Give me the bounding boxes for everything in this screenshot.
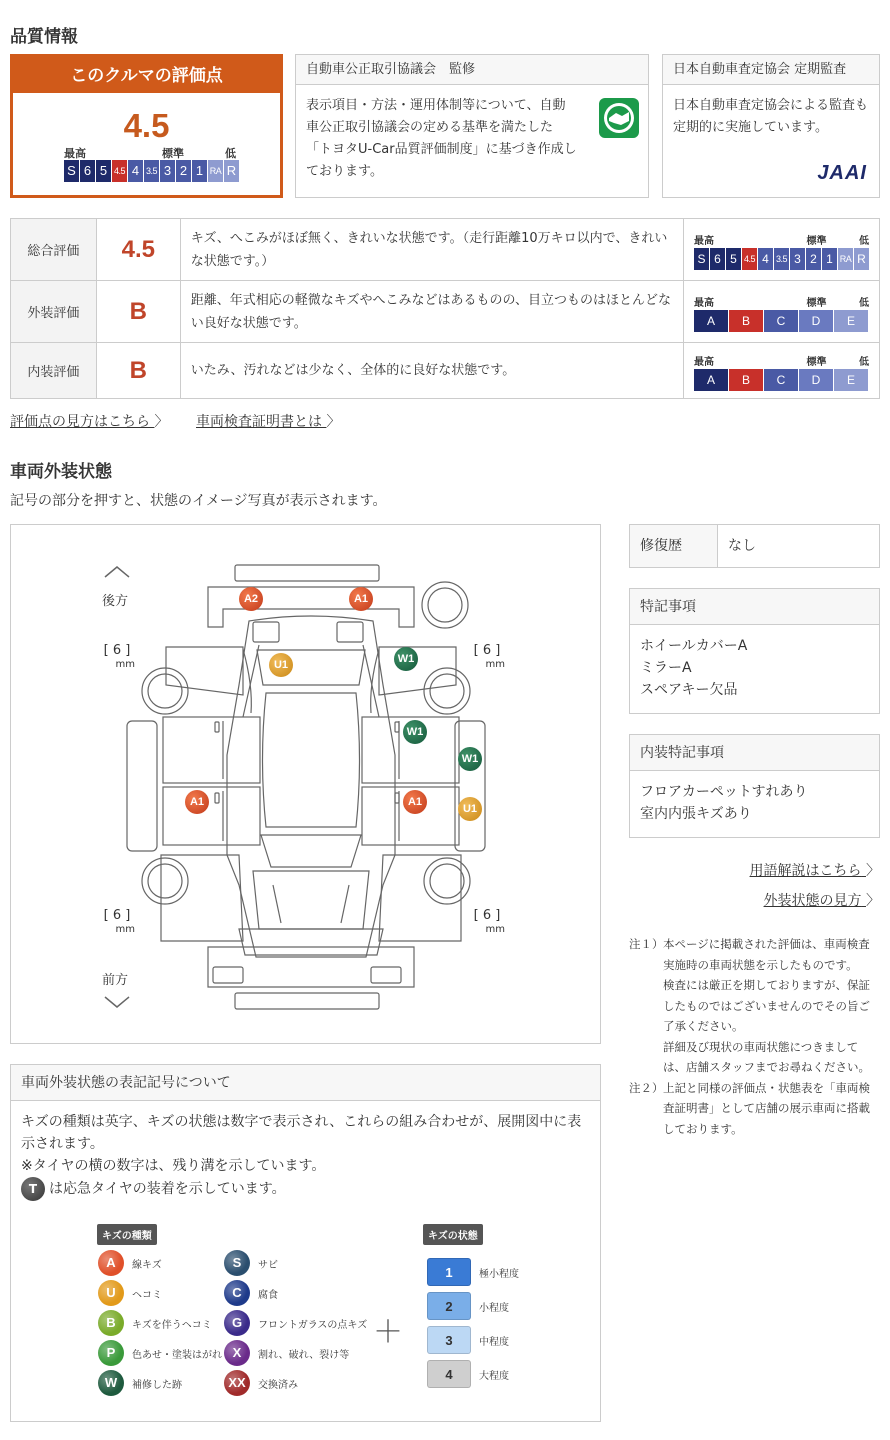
scale-cell: E <box>834 310 868 332</box>
footnotes <box>629 934 880 1139</box>
eval-description: キズ、へこみがほぼ無く、きれいな状態です。（走行距離10万キロ以内で、きれいな状態です。） <box>180 219 683 281</box>
legend-type-item <box>98 1280 162 1306</box>
damage-type-label: 交換済み <box>258 1379 298 1391</box>
scale-cell: A <box>694 369 728 391</box>
legend-level-item <box>427 1326 509 1354</box>
supervisor-header: 自動車公正取引協議会 監修 <box>296 55 648 85</box>
scale-cell: 5 <box>726 248 741 270</box>
damage-type-label: サビ <box>258 1259 278 1271</box>
footnote: 詳細及び現状の車両状態につきましては、店舗スタッフまでお尋ねください。 <box>663 1039 870 1074</box>
scale-cell: 6 <box>710 248 725 270</box>
scale-cell: D <box>799 369 833 391</box>
damage-badge[interactable]: W1 <box>394 647 418 671</box>
damage-level-box: 1 <box>427 1258 471 1286</box>
repair-history <box>629 524 880 568</box>
damage-badge[interactable]: A1 <box>349 587 373 611</box>
scale-cell: C <box>764 310 798 332</box>
rating-card-title: このクルマの評価点 <box>70 66 223 86</box>
rating-card <box>10 54 283 198</box>
legend-text <box>11 1101 600 1201</box>
list-item: スペアキー欠品 <box>640 682 738 698</box>
scale-cell: RA <box>208 160 223 182</box>
eval-scale-bar <box>684 310 879 332</box>
chevron-right-icon: 〉 <box>866 893 880 909</box>
damage-badge[interactable]: A1 <box>185 790 209 814</box>
tire-depth-front-left: [ 6 ] mm <box>103 908 135 935</box>
scale-cell: B <box>729 310 763 332</box>
damage-type-label: 割れ、破れ、裂け等 <box>258 1349 350 1361</box>
scale-cell: 6 <box>80 160 95 182</box>
glossary-link[interactable] <box>750 860 880 880</box>
damage-type-label: フロントガラスの点キズ <box>258 1319 368 1331</box>
footnote: 検査には厳正を期しておりますが、保証したものではございませんのでその旨ご了承ください。 <box>663 978 870 1033</box>
eval-scale <box>683 343 879 399</box>
legend-type-item <box>98 1370 182 1396</box>
audit-box <box>662 54 880 198</box>
eval-value: B <box>96 343 180 399</box>
eval-scale-labels: 最高 標準 低 <box>693 356 869 368</box>
damage-type-icon: S <box>224 1250 250 1276</box>
damage-badge[interactable]: A2 <box>239 587 263 611</box>
table-row <box>11 281 880 343</box>
damage-type-icon: W <box>98 1370 124 1396</box>
scale-cell: RA <box>838 248 853 270</box>
tire-depth-rear-right: [ 6 ] mm <box>473 643 505 670</box>
special-notes-title: 特記事項 <box>630 589 879 625</box>
eval-value: 4.5 <box>96 219 180 281</box>
damage-level-label: 極小程度 <box>479 1268 519 1280</box>
interior-notes-title: 内装特記事項 <box>630 735 879 771</box>
chevron-right-icon: 〉 <box>154 414 169 430</box>
list-item: フロアカーペットすれあり <box>640 784 808 800</box>
scale-low-label: 低 <box>225 147 236 160</box>
legend-line: T は応急タイヤの装着を示しています。 <box>21 1177 590 1201</box>
damage-level-label: 中程度 <box>479 1336 509 1348</box>
scale-cell: 4 <box>758 248 773 270</box>
damage-type-icon: U <box>98 1280 124 1306</box>
eval-label: 外装評価 <box>11 281 97 343</box>
scale-cell: S <box>64 160 79 182</box>
legend-type-item <box>224 1310 367 1336</box>
damage-type-icon: XX <box>224 1370 250 1396</box>
scale-cell: S <box>694 248 709 270</box>
damage-level-label: 小程度 <box>479 1302 509 1314</box>
repair-history-label: 修復歴 <box>630 525 718 567</box>
damage-type-icon: B <box>98 1310 124 1336</box>
repair-history-value: なし <box>728 538 756 554</box>
legend-type-item <box>224 1340 349 1366</box>
scale-cell: R <box>854 248 869 270</box>
damage-level-box: 3 <box>427 1326 471 1354</box>
scale-cell: E <box>834 369 868 391</box>
rating-scale <box>64 160 239 182</box>
interior-notes-list <box>630 771 879 835</box>
legend-type-item <box>98 1310 212 1336</box>
damage-type-label: 腐食 <box>258 1289 278 1301</box>
table-row <box>11 343 880 399</box>
supervisor-text: 表示項目・方法・運用体制等について、自動車公正取引協議会の定める基準を満たした「トヨタU-Car品質評価制度」に基づき作成しております。 <box>306 98 577 179</box>
scale-cell: 1 <box>192 160 207 182</box>
legend-type-item <box>98 1340 222 1366</box>
legend-line: キズの種類は英字、キズの状態は数字で表示され、これらの組み合わせが、展開図中に表示されます。 <box>21 1114 582 1152</box>
legend-box <box>10 1064 601 1422</box>
tire-depth-front-right: [ 6 ] mm <box>473 908 505 935</box>
chevron-right-icon: 〉 <box>326 414 341 430</box>
scale-cell: C <box>764 369 798 391</box>
legend-type-item <box>224 1250 278 1276</box>
jaai-logo: JAAI <box>817 162 867 184</box>
damage-type-icon: G <box>224 1310 250 1336</box>
special-notes-box <box>629 588 880 714</box>
damage-type-icon: P <box>98 1340 124 1366</box>
list-item: ミラーA <box>640 660 692 676</box>
scale-high-label: 最高 <box>64 147 86 160</box>
exterior-guide-link[interactable] <box>764 890 880 910</box>
scale-cell: 5 <box>96 160 111 182</box>
damage-badge[interactable]: A1 <box>403 790 427 814</box>
damage-level-box: 4 <box>427 1360 471 1388</box>
damage-badge[interactable]: U1 <box>269 653 293 677</box>
types-tag: キズの種類 <box>97 1224 157 1245</box>
damage-type-label: ヘコミ <box>132 1289 162 1301</box>
list-item: 室内内張キズあり <box>640 806 752 822</box>
eval-label: 総合評価 <box>11 219 97 281</box>
front-label: 前方 <box>102 973 129 988</box>
glossary-link-label: 用語解説はこちら <box>749 863 862 879</box>
eval-description: いたみ、汚れなどは少なく、全体的に良好な状態です。 <box>180 343 683 399</box>
eval-description: 距離、年式相応の軽微なキズやへこみなどはあるものの、目立つものはほとんどない良好な状態です。 <box>180 281 683 343</box>
rear-label: 後方 <box>102 594 129 609</box>
eval-scale <box>683 281 879 343</box>
car-outline-drawing <box>11 525 600 1043</box>
rating-card-body <box>13 93 280 195</box>
legend-type-item <box>98 1250 162 1276</box>
scale-cell: D <box>799 310 833 332</box>
footnote: 注１） 本ページに掲載された評価は、車両検査実施時の車両状態を示したものです。 <box>629 937 870 972</box>
legend-level-item <box>427 1292 509 1320</box>
scale-cell: 3.5 <box>774 248 789 270</box>
legend-title: 車両外装状態の表記記号について <box>11 1065 600 1101</box>
spare-tire-icon: T <box>21 1177 45 1201</box>
exterior-subtitle: 記号の部分を押すと、状態のイメージ写真が表示されます。 <box>10 493 387 509</box>
scale-cell: 3 <box>160 160 175 182</box>
eval-label: 内装評価 <box>11 343 97 399</box>
audit-header: 日本自動車査定協会 定期監査 <box>663 55 879 85</box>
legend-line: ※タイヤの横の数字は、残り溝を示しています。 <box>21 1158 326 1174</box>
scale-cell: 4 <box>128 160 143 182</box>
scale-cell: 3 <box>790 248 805 270</box>
damage-type-label: 補修した跡 <box>132 1379 182 1391</box>
levels-tag: キズの状態 <box>423 1224 483 1245</box>
damage-type-icon: X <box>224 1340 250 1366</box>
eval-scale-bar <box>684 248 879 270</box>
section-title-quality: 品質情報 <box>10 27 78 47</box>
section-title-exterior: 車両外装状態 <box>10 462 112 482</box>
exterior-diagram <box>10 524 601 1044</box>
scale-cell: 2 <box>176 160 191 182</box>
how-to-read-link[interactable] <box>10 411 168 431</box>
scale-cell: 2 <box>806 248 821 270</box>
eval-scale-labels: 最高 標準 低 <box>693 297 869 309</box>
scale-cell: A <box>694 310 728 332</box>
scale-std-label: 標準 <box>162 147 184 160</box>
footnote: 注２） 上記と同様の評価点・状態表を「車両検査証明書」として店舗の展示車両に搭載しております。 <box>629 1080 870 1136</box>
damage-level-box: 2 <box>427 1292 471 1320</box>
certificate-link-label: 車両検査証明書とは <box>196 414 322 430</box>
special-notes-list <box>630 625 879 711</box>
audit-text: 日本自動車査定協会による監査も定期的に実施しています。 <box>673 98 869 135</box>
evaluation-table <box>10 218 880 399</box>
exterior-guide-link-label: 外装状態の見方 <box>763 893 862 909</box>
legend-level-item <box>427 1360 509 1388</box>
eval-value: B <box>96 281 180 343</box>
plus-icon: ＋ <box>373 1315 403 1350</box>
damage-badge[interactable]: W1 <box>403 720 427 744</box>
tire-depth-rear-left: [ 6 ] mm <box>103 643 135 670</box>
certificate-link[interactable] <box>196 411 340 431</box>
supervisor-box <box>295 54 649 198</box>
interior-notes-box <box>629 734 880 838</box>
scale-cell: 4.5 <box>742 248 757 270</box>
scale-cell: B <box>729 369 763 391</box>
damage-type-icon: C <box>224 1280 250 1306</box>
damage-type-label: 色あせ・塗装はがれ <box>132 1349 222 1361</box>
table-row <box>11 219 880 281</box>
eval-scale <box>683 219 879 281</box>
scale-cell: 1 <box>822 248 837 270</box>
legend-type-item <box>224 1370 298 1396</box>
damage-level-label: 大程度 <box>479 1370 509 1382</box>
chevron-right-icon: 〉 <box>866 863 880 879</box>
legend-level-item <box>427 1258 519 1286</box>
legend-type-item <box>224 1280 278 1306</box>
how-to-read-link-label: 評価点の見方はこちら <box>10 414 150 430</box>
eval-scale-bar <box>684 369 879 391</box>
fair-trade-logo-icon <box>598 97 640 143</box>
eval-scale-labels: 最高 標準 低 <box>693 235 869 247</box>
damage-type-icon: A <box>98 1250 124 1276</box>
scale-cell: 4.5 <box>112 160 127 182</box>
list-item: ホイールカバーA <box>640 638 748 654</box>
damage-type-label: キズを伴うヘコミ <box>132 1319 212 1331</box>
scale-cell: 3.5 <box>144 160 159 182</box>
damage-badge[interactable]: W1 <box>458 747 482 771</box>
damage-type-label: 線キズ <box>132 1259 162 1271</box>
scale-cell: R <box>224 160 239 182</box>
overall-score: 4.5 <box>123 107 170 144</box>
damage-badge[interactable]: U1 <box>458 797 482 821</box>
